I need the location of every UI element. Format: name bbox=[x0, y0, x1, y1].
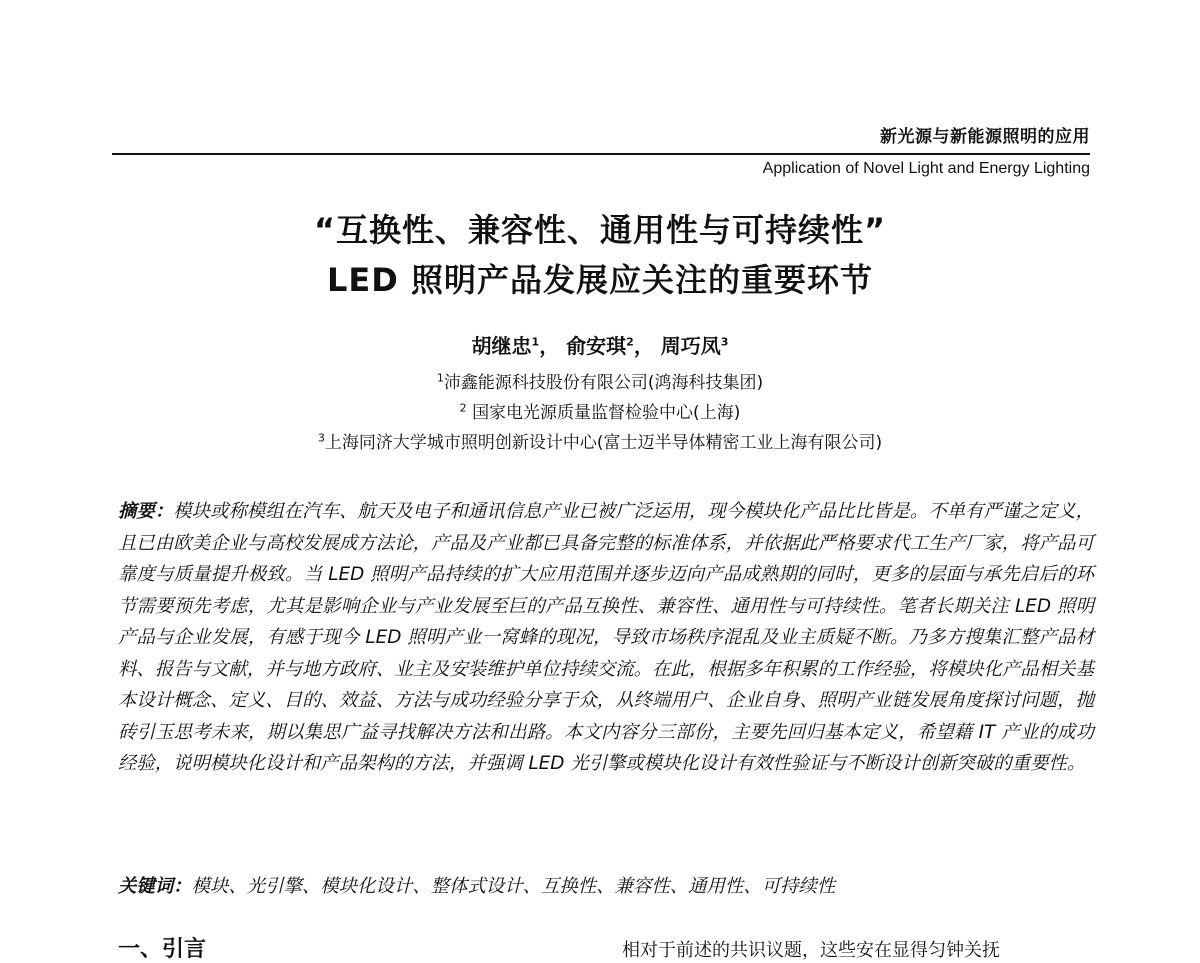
running-head-en: Application of Novel Light and Energy Lighting bbox=[762, 160, 1090, 177]
affiliation-mark: 2 bbox=[459, 401, 467, 415]
affiliation-text: 国家电光源质量监督检验中心(上海) bbox=[472, 403, 741, 423]
author-mark: 3 bbox=[720, 335, 729, 349]
author-name: 俞安琪 bbox=[566, 334, 627, 358]
keywords-label: 关键词： bbox=[118, 876, 192, 897]
abstract-text: 模块或称模组在汽车、航天及电子和通讯信息产业已被广泛运用，现今模块化产品比比皆是。不单有严谨之定义，且已由欧美企业与高校发展成方法论，产品及产业都已具备完整的标准体系，并依据此严格要求代工生产厂家，将产品可靠度与质量提升极致。当 LED 照明产品持续的扩大应用范围并逐步迈向产品成熟期的同时，更多的层面与承先启后的环节需要预先考虑，尤其是影响企业与产业发展至巨的产品互换性、兼容性、通用性与可持续性。笔者长期关注 LED 照明产品与企业发展，有感于现今 LED 照明产业一窝蜂的现况，导致市场秩序混乱及业主质疑不断。乃多方搜集汇整产品材料、报告与文献，并与地方政府、业主及安装维护单位持续交流。在此，根据多年积累的工作经验，将模块化产品相关基本设计概念、定义、目的、效益、方法与成功经验分享于众，从终端用户、企业自身、照明产业链发展角度探讨问题，抛砖引玉思考未来，期以集思广益寻找解决方法和出路。本文内容分三部份，主要先回归基本定义，希望藉 IT 产业的成功经验，说明模块化设计和产品架构的方法，并强调 LED 光引擎或模块化设计有效性验证与不断设计创新突破的重要性。 bbox=[118, 501, 1094, 774]
author-name: 胡继忠 bbox=[471, 334, 532, 358]
affiliation-mark: 1 bbox=[436, 371, 444, 385]
author-separator: ， bbox=[539, 334, 560, 358]
author-mark: 1 bbox=[531, 335, 540, 349]
abstract-label: 摘要： bbox=[118, 501, 174, 522]
running-head-cn: 新光源与新能源照明的应用 bbox=[880, 127, 1090, 147]
author-list bbox=[0, 330, 1200, 359]
affiliation bbox=[0, 368, 1200, 393]
keywords bbox=[118, 872, 1094, 898]
author-separator: ， bbox=[633, 334, 654, 358]
affiliation bbox=[0, 428, 1200, 453]
affiliation-text: 沛鑫能源科技股份有限公司(鸿海科技集团) bbox=[443, 373, 764, 393]
section-heading: 一、引言 bbox=[118, 937, 207, 962]
paper-title-line1: “互换性、兼容性、通用性与可持续性” bbox=[313, 211, 887, 249]
affiliation-text: 上海同济大学城市照明创新设计中心(富士迈半导体精密工业上海有限公司) bbox=[324, 433, 883, 453]
right-column-text: 相对于前述的共识议题，这些安在显得匀钟关抚 bbox=[622, 940, 1000, 961]
header-rule bbox=[112, 153, 1090, 155]
abstract bbox=[118, 496, 1094, 780]
author-name: 周巧凤 bbox=[660, 334, 721, 358]
paper-title-line2: LED 照明产品发展应关注的重要环节 bbox=[327, 261, 873, 299]
affiliation-mark: 3 bbox=[317, 431, 325, 445]
affiliation bbox=[0, 398, 1200, 423]
author-mark: 2 bbox=[626, 335, 634, 349]
keywords-text: 模块、光引擎、模块化设计、整体式设计、互换性、兼容性、通用性、可持续性 bbox=[191, 876, 836, 897]
